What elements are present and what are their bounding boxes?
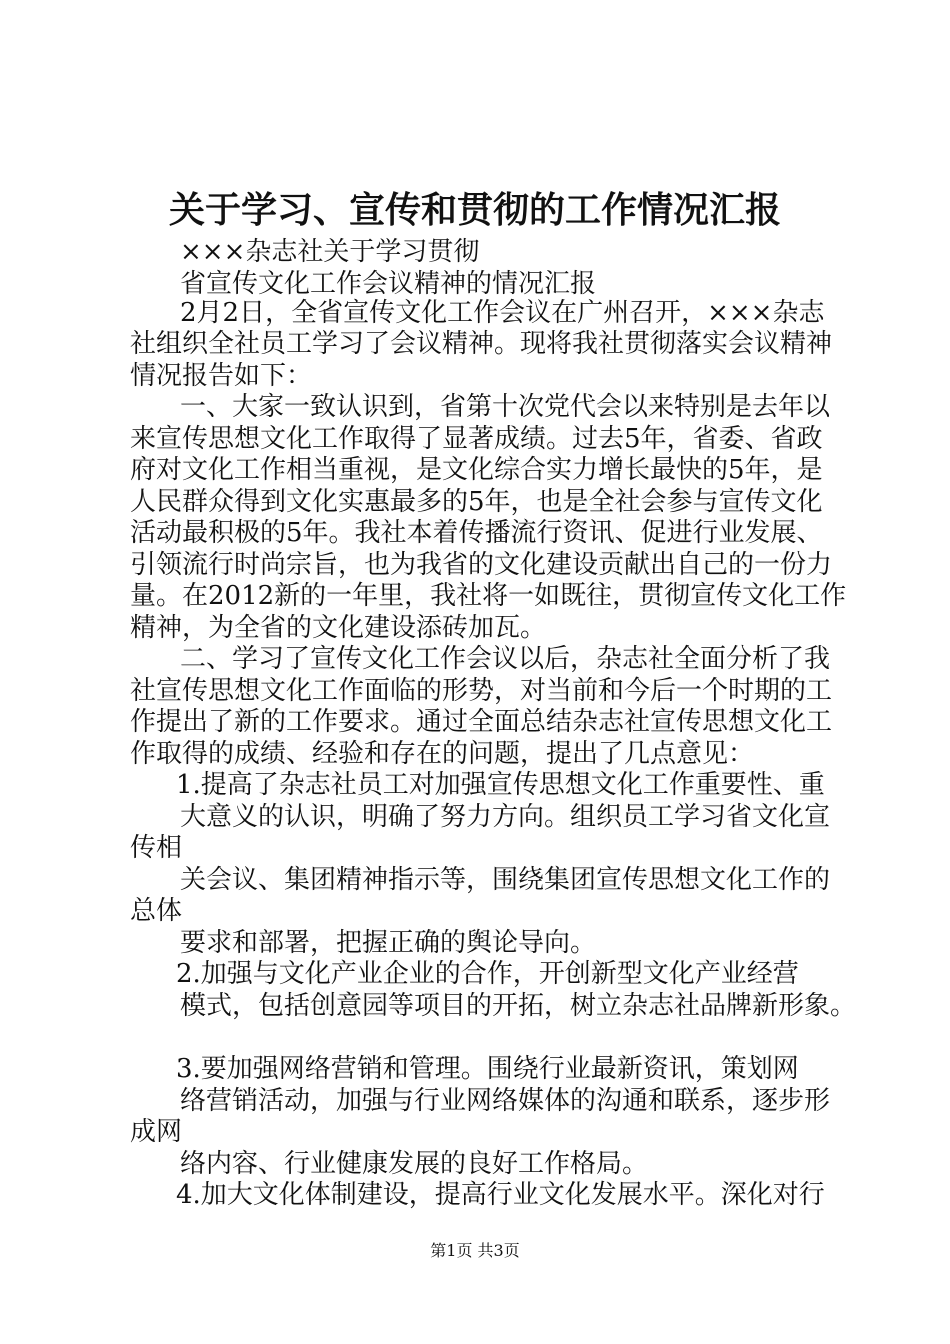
body-line: 2月2日，全省宣传文化工作会议在广州召开，×××杂志 — [180, 298, 825, 328]
body-line: 传相 — [130, 833, 183, 863]
body-line: 总体 — [130, 896, 183, 926]
page-footer: 第1页 共3页 — [430, 1241, 520, 1260]
body-line: 活动最积极的5年。我社本着传播流行资讯、促进行业发展、 — [130, 518, 823, 548]
body-line: 成网 — [130, 1117, 183, 1147]
body-line: 络营销活动，加强与行业网络媒体的沟通和联系，逐步形 — [180, 1086, 831, 1116]
body-line: 情况报告如下： — [130, 361, 313, 391]
body-line: 社宣传思想文化工作面临的形势，对当前和今后一个时期的工 — [130, 676, 833, 706]
body-line: 量。在2012新的一年里，我社将一如既往，贯彻宣传文化工作 — [130, 581, 847, 611]
body-line: 来宣传思想文化工作取得了显著成绩。过去5年，省委、省政 — [130, 424, 823, 454]
body-line: 模式，包括创意园等项目的开拓，树立杂志社品牌新形象。 — [180, 991, 857, 1021]
body-line: 省宣传文化工作会议精神的情况汇报 — [180, 269, 597, 299]
body-line: 作提出了新的工作要求。通过全面总结杂志社宣传思想文化工 — [130, 707, 833, 737]
body-line: 二、学习了宣传文化工作会议以后，杂志社全面分析了我 — [180, 644, 831, 674]
body-line: ×××杂志社关于学习贯彻 — [180, 237, 480, 267]
body-line: 2.加强与文化产业企业的合作，开创新型文化产业经营 — [176, 959, 799, 989]
body-line: 精神，为全省的文化建设添砖加瓦。 — [130, 613, 547, 643]
body-line: 府对文化工作相当重视，是文化综合实力增长最快的5年，是 — [130, 455, 823, 485]
body-line: 人民群众得到文化实惠最多的5年，也是全社会参与宣传文化 — [130, 487, 823, 517]
body-line: 社组织全社员工学习了会议精神。现将我社贯彻落实会议精神 — [130, 329, 833, 359]
body-line: 要求和部署，把握正确的舆论导向。 — [180, 928, 597, 958]
body-line: 引领流行时尚宗旨，也为我省的文化建设贡献出自己的一份力 — [130, 550, 833, 580]
document-title: 关于学习、宣传和贯彻的工作情况汇报 — [168, 189, 781, 231]
body-line: 4.加大文化体制建设，提高行业文化发展水平。深化对行 — [176, 1180, 825, 1210]
body-line: 大意义的认识，明确了努力方向。组织员工学习省文化宣 — [180, 802, 831, 832]
body-line: 一、大家一致认识到，省第十次党代会以来特别是去年以 — [180, 392, 831, 422]
body-line: 络内容、行业健康发展的良好工作格局。 — [180, 1149, 649, 1179]
body-line: 关会议、集团精神指示等，围绕集团宣传思想文化工作的 — [180, 865, 831, 895]
body-line: 1.提高了杂志社员工对加强宣传思想文化工作重要性、重 — [176, 770, 825, 800]
body-line: 作取得的成绩、经验和存在的问题，提出了几点意见： — [130, 739, 755, 769]
body-line: 3.要加强网络营销和管理。围绕行业最新资讯，策划网 — [176, 1054, 799, 1084]
